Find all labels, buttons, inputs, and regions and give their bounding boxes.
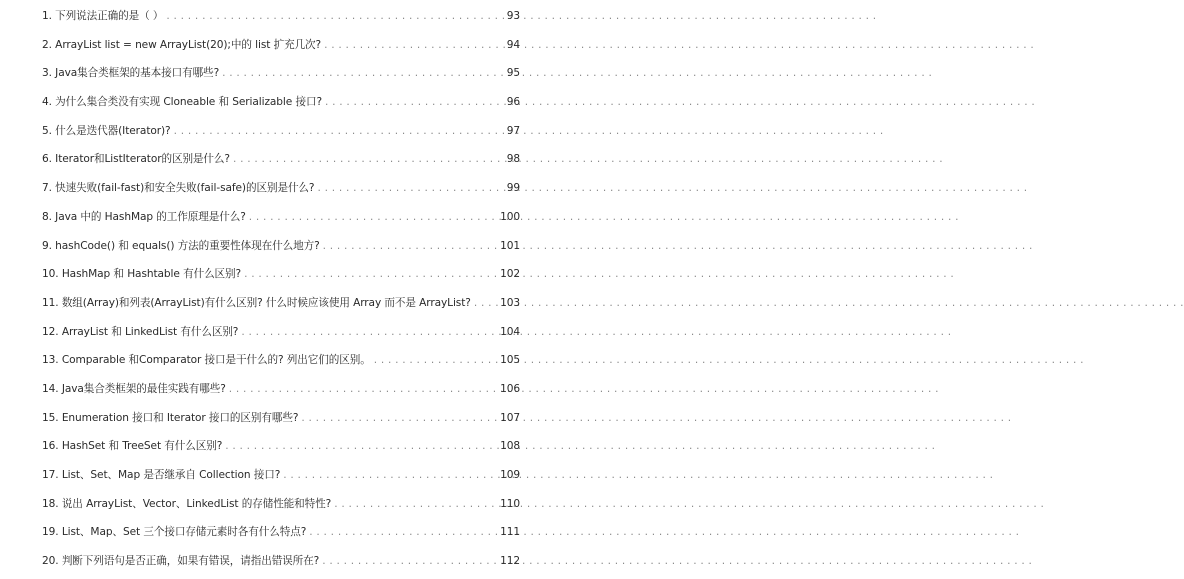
dot-leader	[225, 435, 497, 457]
dot-leader	[229, 378, 497, 400]
entry-page-number: 110	[500, 497, 520, 510]
toc-entry-13[interactable]	[42, 349, 520, 378]
entry-title: 13. Comparable 和Comparator 接口是干什么的? 列出它们的区别。	[42, 354, 371, 367]
toc-entry-2[interactable]	[42, 34, 520, 63]
dot-leader	[166, 5, 497, 27]
dot-leader	[309, 521, 497, 543]
toc-entry-3[interactable]	[42, 62, 520, 91]
dot-leader	[323, 235, 497, 257]
entry-page-number: 102	[500, 268, 520, 281]
toc-entry-8[interactable]	[42, 206, 520, 235]
entry-page-number: 107	[500, 411, 520, 424]
toc-entry-18[interactable]	[42, 493, 520, 522]
dot-leader	[325, 91, 497, 113]
entry-title: 12. ArrayList 和 LinkedList 有什么区别?	[42, 325, 239, 338]
entry-page-number: 95	[506, 67, 520, 80]
dot-leader	[324, 34, 497, 56]
entry-title: 7. 快速失败(fail-fast)和安全失败(fail-safe)的区别是什么?	[42, 182, 315, 195]
toc-entry-10[interactable]	[42, 263, 520, 292]
entry-title: 4. 为什么集合类没有实现 Cloneable 和 Serializable 接口?	[42, 96, 322, 109]
entry-page-number: 108	[500, 440, 520, 453]
entry-page-number: 97	[506, 124, 520, 137]
toc-entry-9[interactable]	[42, 235, 520, 264]
dot-leader	[241, 321, 497, 343]
entry-page-number: 106	[500, 382, 520, 395]
dot-leader	[249, 206, 497, 228]
entry-title: 8. Java 中的 HashMap 的工作原理是什么?	[42, 210, 246, 223]
dot-leader	[244, 263, 497, 285]
dot-leader	[474, 292, 497, 314]
entry-page-number: 103	[500, 296, 520, 309]
entry-title: 5. 什么是迭代器(Iterator)?	[42, 124, 171, 137]
dot-leader	[317, 177, 497, 199]
entry-title: 6. Iterator和ListIterator的区别是什么?	[42, 153, 230, 166]
toc-entry-4[interactable]	[42, 91, 520, 120]
entry-page-number: 101	[500, 239, 520, 252]
entry-title: 15. Enumeration 接口和 Iterator 接口的区别有哪些?	[42, 411, 299, 424]
entry-page-number: 105	[500, 354, 520, 367]
toc-entry-1[interactable]	[42, 5, 520, 34]
toc-entry-12[interactable]	[42, 321, 520, 350]
entry-page-number: 99	[506, 182, 520, 195]
entry-title: 20. 判断下列语句是否正确，如果有错误，请指出错误所在?	[42, 555, 320, 568]
entry-page-number: 104	[500, 325, 520, 338]
table-of-contents	[42, 5, 520, 579]
toc-entry-16[interactable]	[42, 435, 520, 464]
entry-page-number: 94	[506, 38, 520, 51]
toc-page	[0, 0, 557, 569]
dot-leader	[222, 62, 497, 84]
toc-entry-19[interactable]	[42, 521, 520, 550]
entry-title: 2. ArrayList list = new ArrayList(20);中的 list 扩充几次?	[42, 38, 322, 51]
entry-title: 11. 数组(Array)和列表(ArrayList)有什么区别? 什么时候应该使用 Array 而不是 ArrayList?	[42, 296, 471, 309]
toc-entry-14[interactable]	[42, 378, 520, 407]
entry-title: 1. 下列说法正确的是（ ）	[42, 10, 164, 22]
dot-leader	[322, 550, 497, 572]
toc-entry-5[interactable]	[42, 120, 520, 149]
dot-leader	[283, 464, 497, 486]
toc-entry-20[interactable]	[42, 550, 520, 579]
dot-leader	[374, 349, 497, 371]
entry-page-number: 111	[500, 526, 520, 539]
entry-title: 16. HashSet 和 TreeSet 有什么区别?	[42, 440, 223, 453]
toc-entry-11[interactable]	[42, 292, 520, 321]
entry-page-number: 100	[500, 210, 520, 223]
entry-title: 3. Java集合类框架的基本接口有哪些?	[42, 67, 220, 80]
entry-page-number: 112	[500, 555, 520, 568]
entry-title: 10. HashMap 和 Hashtable 有什么区别?	[42, 268, 242, 281]
dot-leader	[233, 148, 497, 170]
toc-entry-15[interactable]	[42, 407, 520, 436]
entry-title: 19. List、Map、Set 三个接口存储元素时各有什么特点?	[42, 526, 307, 539]
entry-page-number: 93	[506, 10, 520, 22]
dot-leader	[174, 120, 497, 142]
entry-page-number: 98	[506, 153, 520, 166]
entry-page-number: 109	[500, 469, 520, 481]
entry-page-number: 96	[506, 96, 520, 109]
toc-entry-7[interactable]	[42, 177, 520, 206]
entry-title: 9. hashCode() 和 equals() 方法的重要性体现在什么地方?	[42, 239, 320, 252]
entry-title: 17. List、Set、Map 是否继承自 Collection 接口?	[42, 469, 281, 481]
entry-title: 18. 说出 ArrayList、Vector、LinkedList 的存储性能和特性?	[42, 497, 332, 510]
toc-entry-6[interactable]	[42, 148, 520, 177]
entry-title: 14. Java集合类框架的最佳实践有哪些?	[42, 382, 226, 395]
dot-leader	[301, 407, 497, 429]
dot-leader	[334, 493, 497, 515]
toc-entry-17[interactable]	[42, 464, 520, 493]
